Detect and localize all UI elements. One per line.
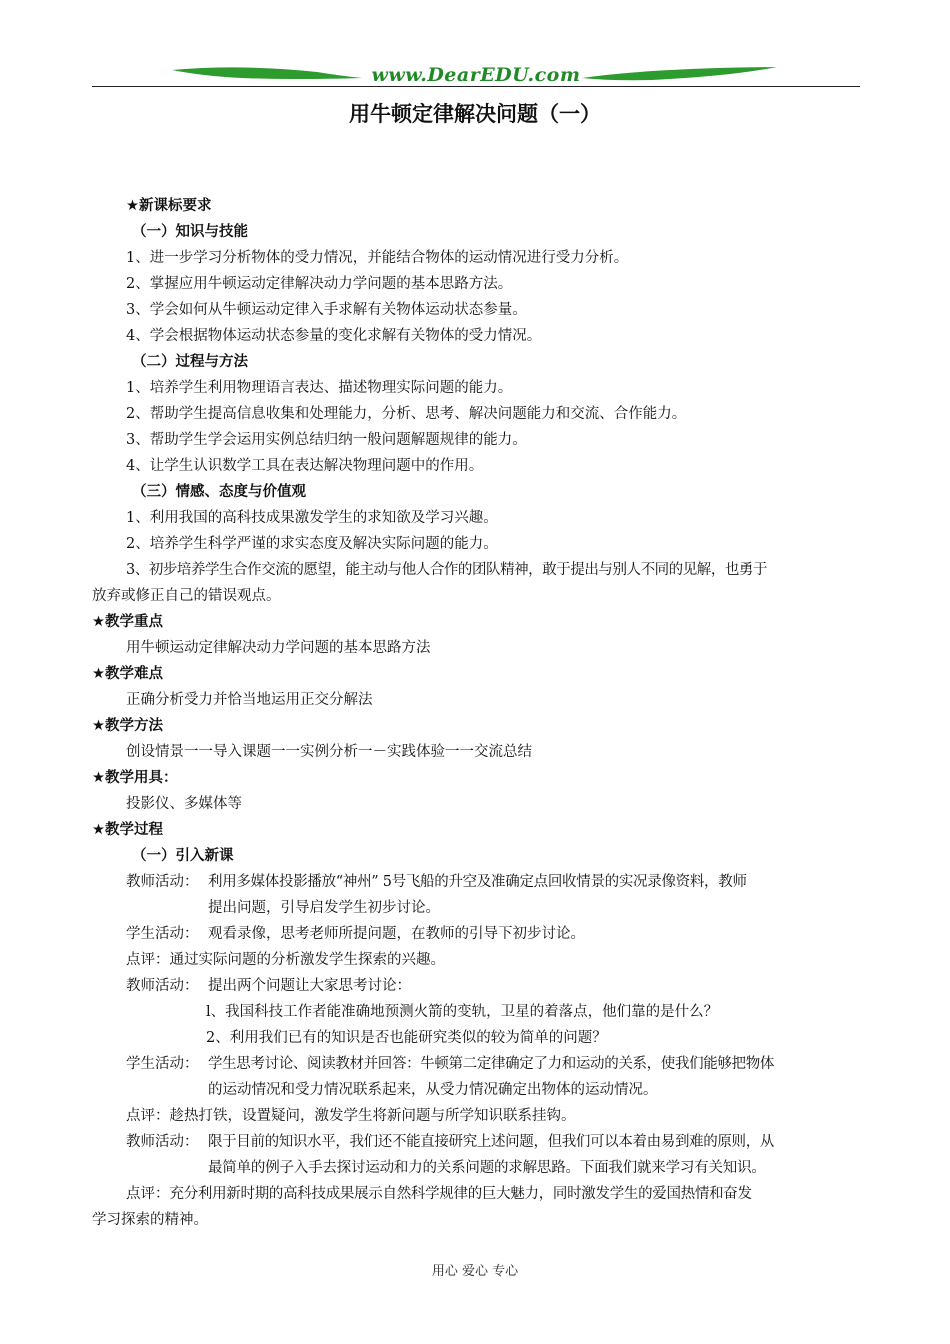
section-heading: ★教学用具： [92, 770, 178, 786]
section-text: 投影仪、多媒体等 [126, 796, 242, 812]
comment-text: 充分利用新时期的高科技成果展示自然科学规律的巨大魅力，同时激发学生的爱国热情和奋发 [169, 1186, 752, 1202]
list-item: 3、初步培养学生合作交流的愿望，能主动与他人合作的团队精神，敢于提出与别人不同的见解，也勇于 [126, 562, 768, 578]
activity-text: 限于目前的知识水平，我们还不能直接研究上述问题，但我们可以本着由易到难的原则，从 [208, 1134, 774, 1150]
comment-line [92, 1181, 862, 1207]
list-item: 4、让学生认识数学工具在表达解决物理问题中的作用。 [126, 458, 484, 474]
comment-text: 趁热打铁，设置疑问，激发学生将新问题与所学知识联系挂钩。 [169, 1108, 576, 1124]
activity-text: 利用多媒体投影播放“神州” 5号飞船的升空及准确定点回收情景的实况录像资料，教师 [208, 874, 747, 890]
activity-label: 教师活动： [126, 1134, 199, 1150]
activity-label: 教师活动： [126, 978, 199, 994]
comment-line [92, 947, 862, 973]
comment-label: 点评： [126, 1108, 170, 1124]
comment-label: 点评： [126, 952, 170, 968]
page-title: 用牛顿定律解决问题（一） [349, 102, 601, 126]
activity-continuation: 的运动情况和受力情况联系起来，从受力情况确定出物体的运动情况。 [208, 1082, 658, 1098]
list-item: 1、利用我国的高科技成果激发学生的求知欲及学习兴趣。 [126, 510, 498, 526]
list-item: 1、培养学生利用物理语言表达、描述物理实际问题的能力。 [126, 380, 513, 396]
activity-text: 提出两个问题让大家思考讨论： [208, 978, 411, 994]
document-body [92, 193, 862, 1233]
subsection-heading: （二）过程与方法 [132, 354, 248, 370]
section-heading: ★教学难点 [92, 666, 163, 682]
comment-line [92, 1103, 862, 1129]
question-item: l、我国科技工作者能准确地预测火箭的变轨，卫星的着落点，他们靠的是什么？ [206, 1004, 719, 1020]
list-item: 2、帮助学生提高信息收集和处理能力，分析、思考、解决问题能力和交流、合作能力。 [126, 406, 687, 422]
question-item: 2、利用我们已有的知识是否也能研究类似的较为简单的问题？ [206, 1030, 607, 1046]
list-item: 3、学会如何从牛顿运动定律入手求解有关物体运动状态参量。 [126, 302, 527, 318]
section-heading: ★新课标要求 [126, 198, 212, 214]
subsection-heading: （一）知识与技能 [132, 224, 248, 240]
activity-line [92, 1051, 862, 1077]
header-rule [92, 86, 860, 87]
activity-line [92, 869, 862, 895]
section-heading: ★教学重点 [92, 614, 163, 630]
list-item: 1、进一步学习分析物体的受力情况，并能结合物体的运动情况进行受力分析。 [126, 250, 629, 266]
list-item: 3、帮助学生学会运用实例总结归纳一般问题解题规律的能力。 [126, 432, 527, 448]
comment-continuation: 学习探索的精神。 [92, 1212, 208, 1228]
section-heading: ★教学方法 [92, 718, 163, 734]
site-logo-text[interactable]: www.DearEDU.com [371, 64, 581, 86]
section-text: 创设情景一一导入课题一一实例分析一－实践体验一一交流总结 [126, 744, 532, 760]
section-heading: ★教学过程 [92, 822, 163, 838]
subsection-heading: （一）引入新课 [132, 848, 234, 864]
section-text: 正确分析受力并恰当地运用正交分解法 [126, 692, 373, 708]
section-text: 用牛顿运动定律解决动力学问题的基本思路方法 [126, 640, 431, 656]
activity-text: 观看录像，思考老师所提问题，在教师的引导下初步讨论。 [208, 926, 585, 942]
activity-line [92, 973, 862, 999]
activity-label: 学生活动： [126, 926, 199, 942]
page-footer: 用心 爱心 专心 [431, 1264, 519, 1279]
comment-text: 通过实际问题的分析激发学生探索的兴趣。 [169, 952, 445, 968]
list-item: 4、学会根据物体运动状态参量的变化求解有关物体的受力情况。 [126, 328, 542, 344]
activity-text: 学生思考讨论、阅读教材并回答：牛顿第二定律确定了力和运动的关系，使我们能够把物体 [208, 1056, 774, 1072]
list-item: 2、培养学生科学严谨的求实态度及解决实际问题的能力。 [126, 536, 498, 552]
activity-line [92, 1129, 862, 1155]
activity-line [92, 921, 862, 947]
comment-label: 点评： [126, 1186, 170, 1202]
activity-label: 学生活动： [126, 1056, 199, 1072]
subsection-heading: （三）情感、态度与价值观 [132, 484, 306, 500]
activity-continuation: 最简单的例子入手去探讨运动和力的关系问题的求解思路。下面我们就来学习有关知识。 [208, 1160, 766, 1176]
activity-continuation: 提出问题，引导启发学生初步讨论。 [208, 900, 440, 916]
activity-label: 教师活动： [126, 874, 199, 890]
list-item: 2、掌握应用牛顿运动定律解决动力学问题的基本思路方法。 [126, 276, 513, 292]
list-item-continuation: 放弃或修正自己的错误观点。 [92, 588, 281, 604]
